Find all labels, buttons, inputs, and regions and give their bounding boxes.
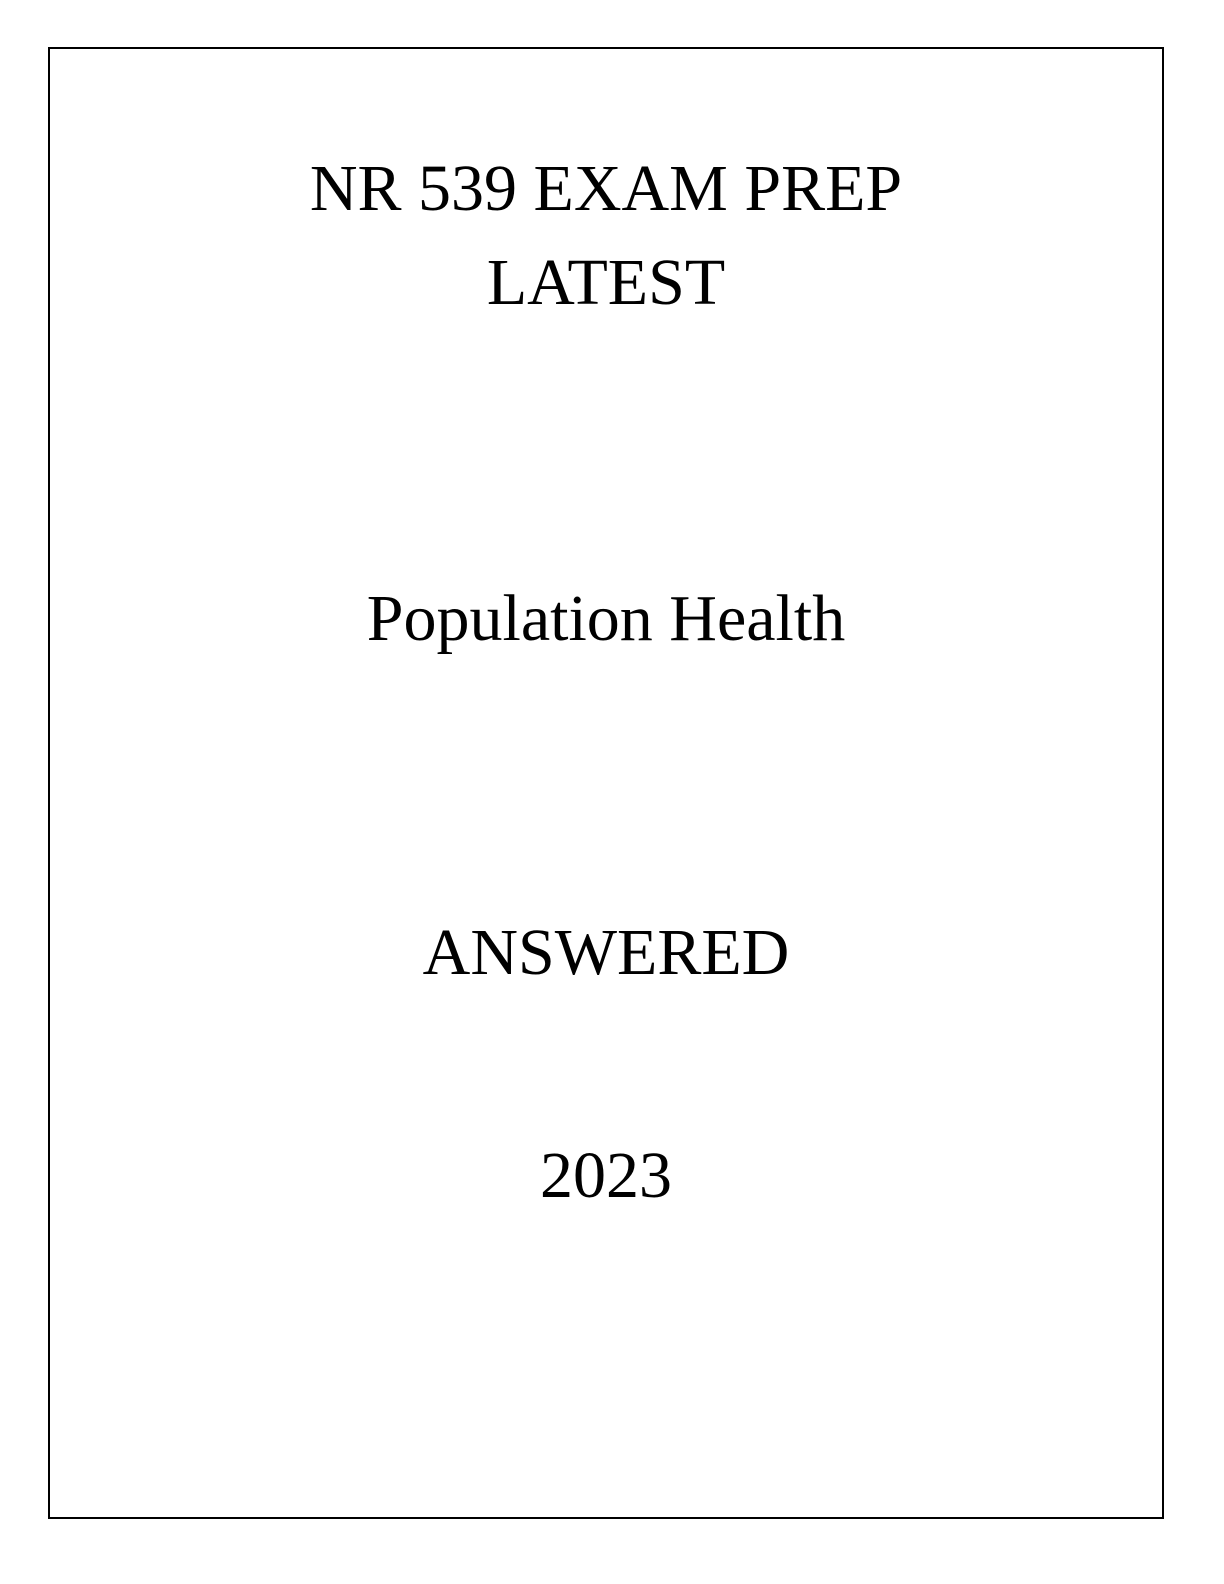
year-text: 2023 <box>540 1139 672 1212</box>
status-text: ANSWERED <box>422 916 790 989</box>
title-line-2: LATEST <box>486 246 726 319</box>
title-line-1: NR 539 EXAM PREP <box>309 152 903 225</box>
subtitle: Population Health <box>366 582 846 655</box>
